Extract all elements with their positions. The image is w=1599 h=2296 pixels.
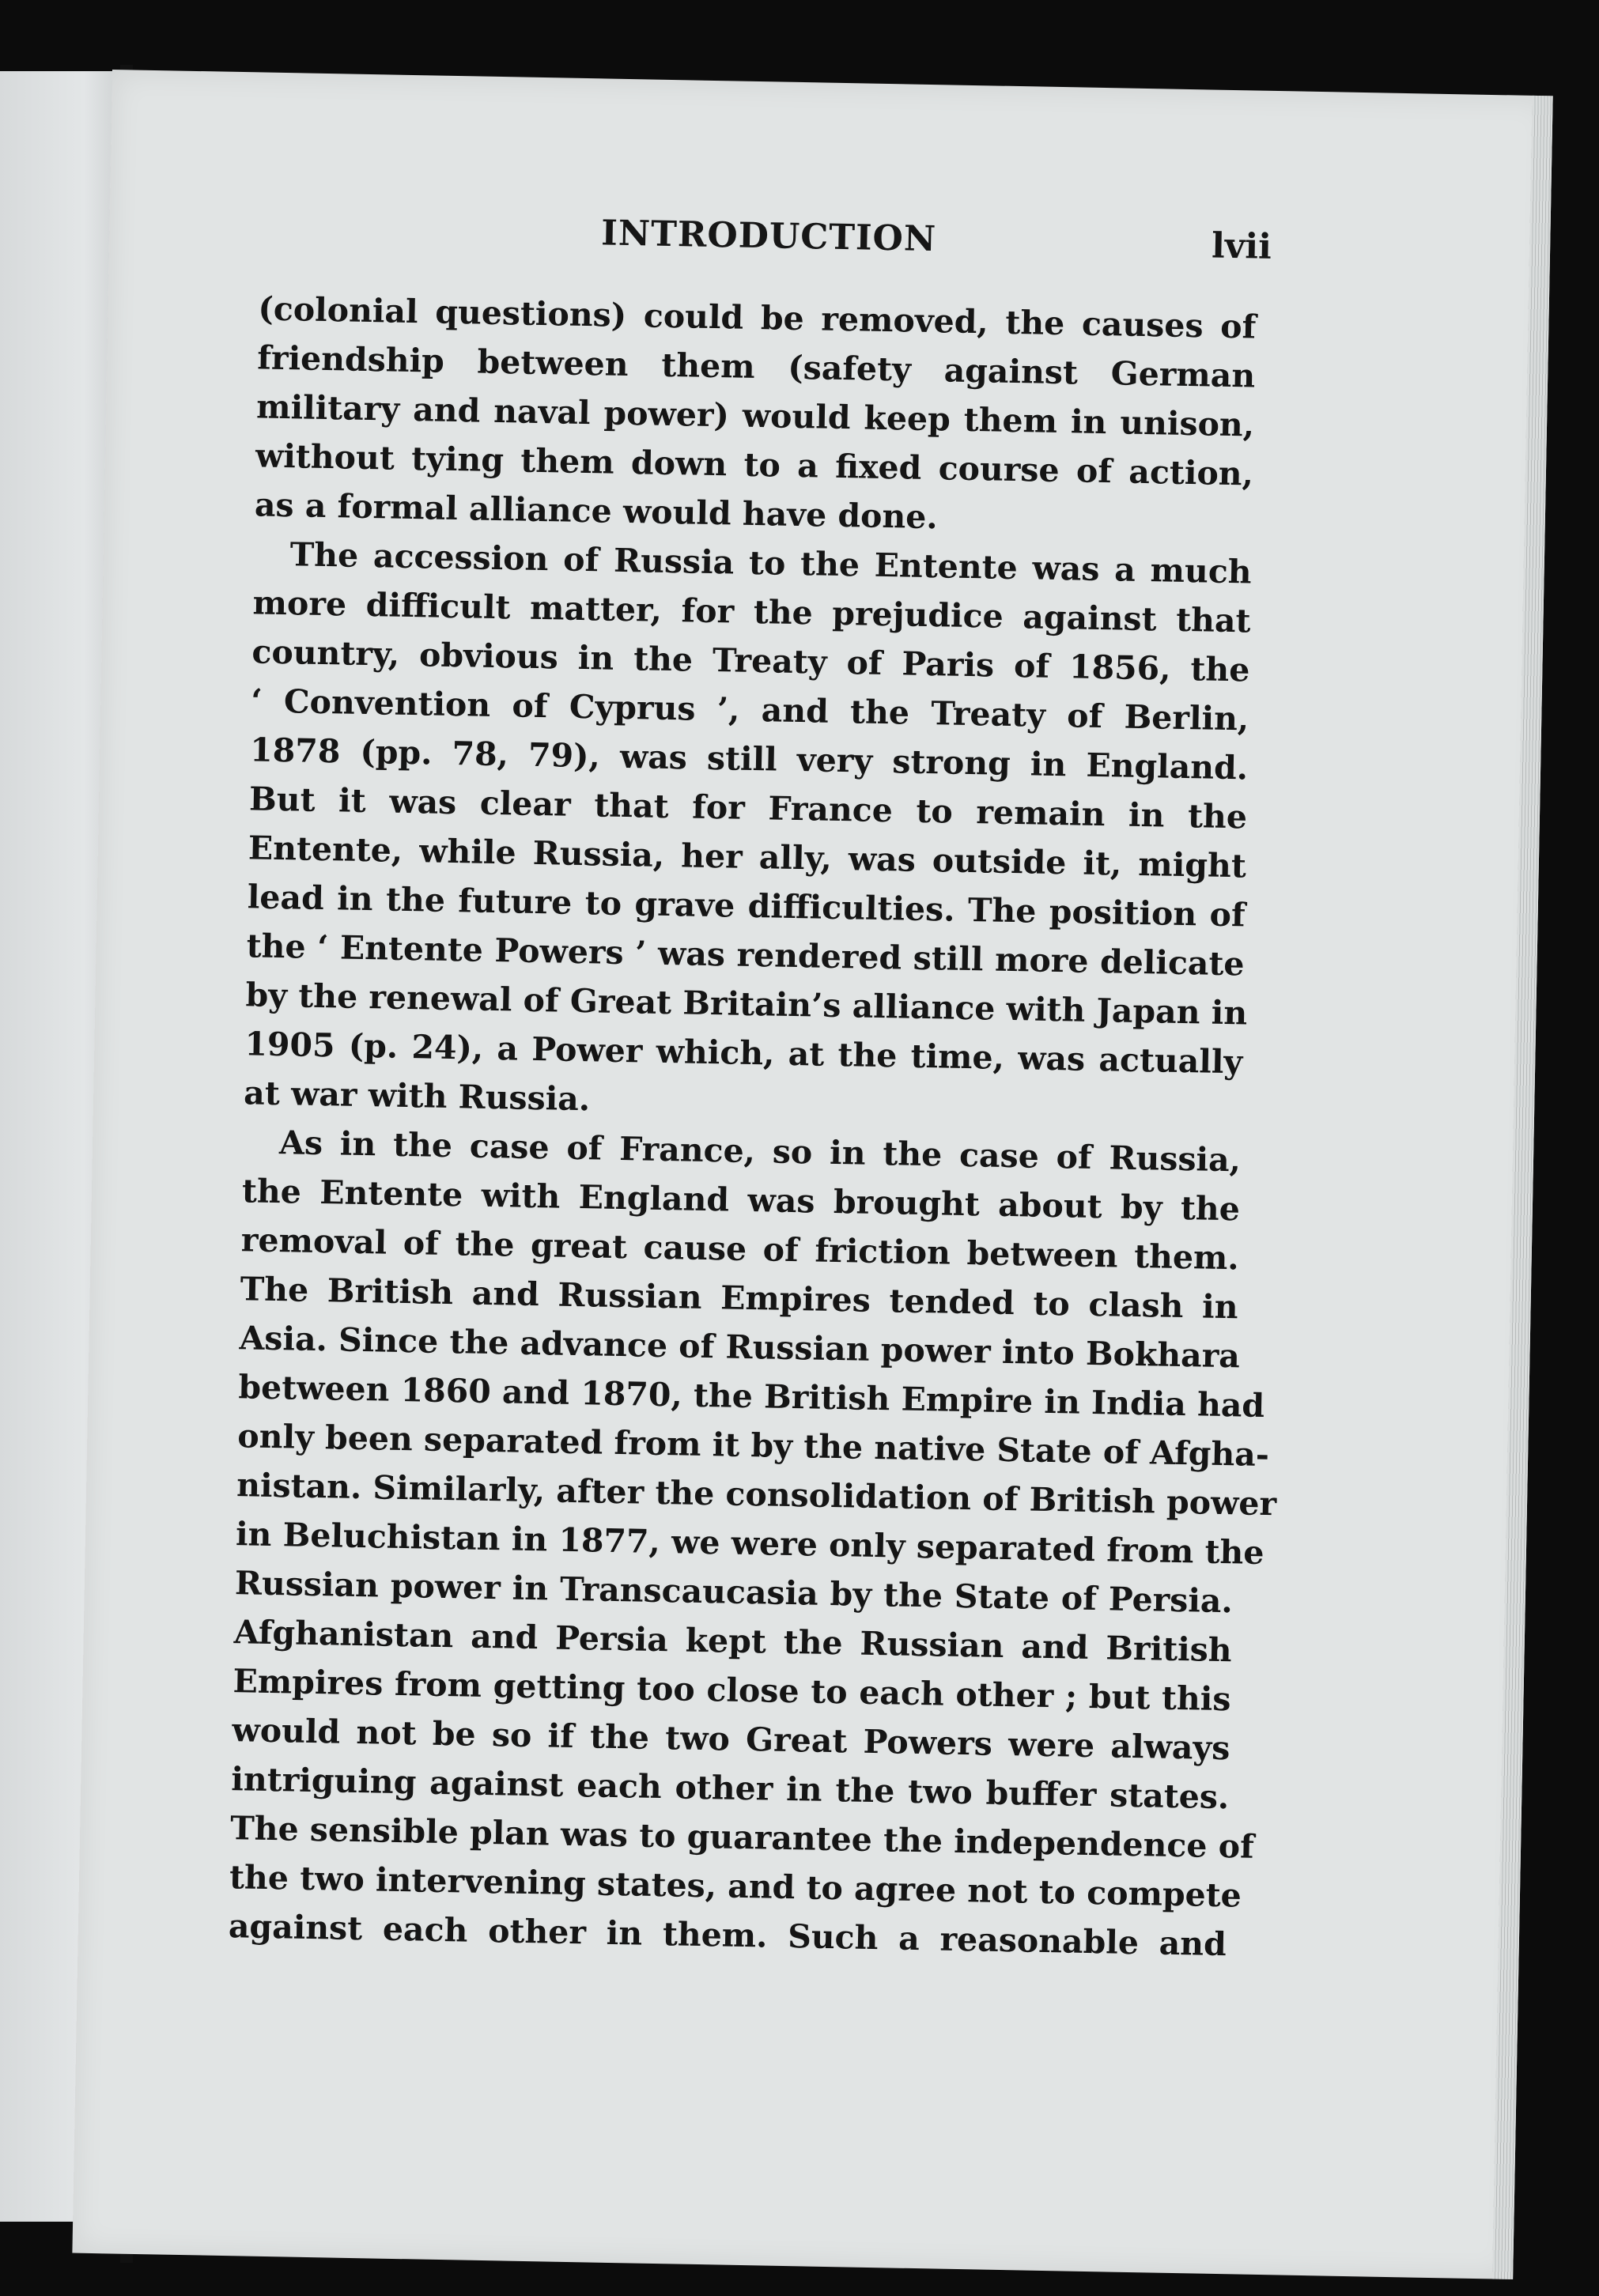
text-line: lead in the future to grave difficulties. The position of [247,878,1246,935]
page-stack-edges [1492,96,1553,2279]
running-head [110,204,1280,267]
text-line: the two intervening states, and to agree not to compete [229,1858,1242,1915]
text-line: ‘ Convention of Cyprus ’, and the Treaty of Berlin, [250,682,1249,738]
text-line: in Beluchistan in 1877, we were only separated from the [235,1515,1264,1572]
text-line: at war with Russia. [243,1074,591,1119]
text-line: intriguing against each other in the two buffer states. [230,1760,1230,1817]
text-line: only been separated from it by the native State of Afgha- [236,1417,1270,1475]
text-line: against each other in them. Such a reasonable and [228,1907,1227,1964]
text-line: as a formal alliance would have done. [254,485,939,537]
paragraph [228,1117,1277,1969]
page-number: lvii [1211,225,1272,267]
text-line: Afghanistan and Persia kept the Russian and British [233,1613,1233,1670]
text-line: Asia. Since the advance of Russian power into Bokhara [239,1319,1241,1376]
text-line: nistan. Similarly, after the consolidation of British power [236,1466,1277,1524]
text-line: As in the case of France, so in the case of Russia, [278,1123,1242,1180]
text-line: 1878 (pp. 78, 79), was still very strong in England. [249,731,1249,787]
text-line: removal of the great cause of friction between them. [240,1221,1240,1278]
text-line: The sensible plan was to guarantee the independence of [229,1809,1255,1866]
body-text [228,284,1277,1969]
text-line: friendship between them (safety against German [256,338,1256,395]
text-line: more difficult matter, for the prejudice against that [252,583,1251,640]
text-line: the ‘ Entente Powers ’ was rendered still more delicate [246,927,1245,984]
text-line: Russian power in Transcaucasia by the State of Persia. [234,1564,1234,1621]
paragraph [244,529,1252,1135]
text-line: The British and Russian Empires tended to clash in [240,1270,1238,1327]
text-line: Entente, while Russia, her ally, was outside it, might [248,829,1247,886]
text-line: by the renewal of Great Britain’s alliance with Japan in [245,976,1248,1033]
text-line: without tying them down to a fixed course of action, [255,436,1254,493]
running-title: INTRODUCTION [600,213,937,260]
text-line: the Entente with England was brought about by the [241,1172,1241,1229]
text-line: between 1860 and 1870, the British Empire in India had [238,1368,1265,1425]
text-line: But it was clear that for France to remain in the [248,780,1248,836]
paragraph [254,284,1256,547]
text-line: military and naval power) would keep them in unison, [255,387,1255,444]
text-line: (colonial questions) could be removed, the causes of [258,289,1257,346]
book-page [72,70,1552,2279]
text-line: 1905 (p. 24), a Power which, at the time, was actually [244,1025,1243,1082]
text-line: Empires from getting too close to each other ; but this [232,1662,1231,1719]
text-line: The accession of Russia to the Entente was a much [289,535,1253,591]
text-line: country, obvious in the Treaty of Paris of 1856, the [251,633,1250,689]
text-line: would not be so if the two Great Powers were always [232,1711,1230,1768]
